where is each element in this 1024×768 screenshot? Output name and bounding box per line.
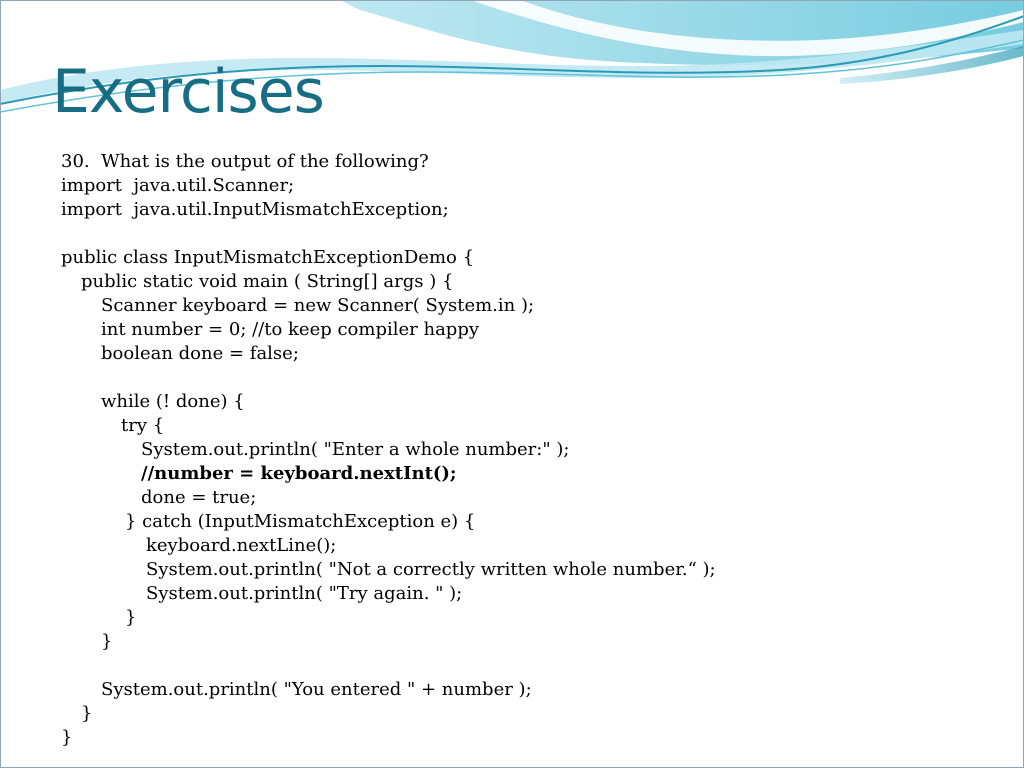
code-line: System.out.println( "Enter a whole number:" );	[141, 439, 570, 460]
code-line: }	[101, 631, 113, 652]
code-line: try {	[121, 415, 165, 436]
code-exercise	[61, 150, 961, 750]
code-line: public static void main ( String[] args ) {	[81, 271, 454, 292]
code-line: System.out.println( "Try again. " );	[146, 583, 463, 604]
code-line: done = true;	[141, 487, 257, 508]
code-line: Scanner keyboard = new Scanner( System.in );	[101, 295, 535, 316]
question-text: 30. What is the output of the following?	[61, 151, 429, 172]
code-line: while (! done) {	[101, 391, 245, 412]
code-line: } catch (InputMismatchException e) {	[125, 511, 476, 532]
code-line: public class InputMismatchExceptionDemo {	[61, 247, 475, 268]
code-line: }	[61, 727, 73, 748]
code-line-highlighted: //number = keyboard.nextInt();	[141, 463, 457, 484]
code-line: boolean done = false;	[101, 343, 299, 364]
code-line: System.out.println( "Not a correctly written whole number.“ );	[146, 559, 716, 580]
code-line: System.out.println( "You entered " + number );	[101, 679, 532, 700]
blank-line	[61, 222, 961, 246]
code-line: import java.util.InputMismatchException;	[61, 199, 449, 220]
code-line: import java.util.Scanner;	[61, 175, 295, 196]
blank-line	[61, 366, 961, 390]
code-line: }	[125, 607, 137, 628]
code-line: int number = 0; //to keep compiler happy	[101, 319, 480, 340]
blank-line	[61, 654, 961, 678]
code-line: }	[81, 703, 93, 724]
slide-title: Exercises	[52, 57, 324, 127]
code-line: keyboard.nextLine();	[146, 535, 337, 556]
